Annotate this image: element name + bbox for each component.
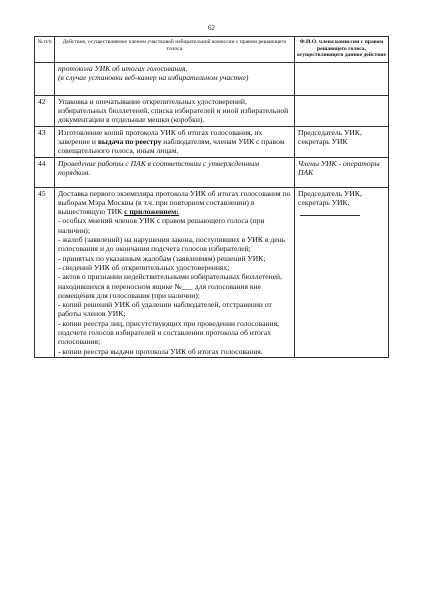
table-row-44 bbox=[35, 157, 389, 187]
attachment-item: - копий решений УИК об удалении наблюдателей, отстранении от работы членов УИК; bbox=[58, 300, 272, 319]
action-intro: Доставка первого экземпляра протокола УИК об итогах голосования по выборам Мэра Москвы (в т.ч. при повторном составлении) в вышестоящую ТИК bbox=[58, 188, 291, 217]
row-member: Председатель УИК, секретарь УИК bbox=[295, 126, 389, 157]
table-row-43 bbox=[35, 126, 389, 157]
table-row-continuation bbox=[35, 62, 389, 95]
attachment-item: - актов о признании недействительными избирательных бюллетеней, находившихся в переносном ящике №___ для голосования вне помещения для голосования (при наличии); bbox=[58, 272, 283, 300]
row-member: Члены УИК - операторы ПАК bbox=[295, 157, 389, 187]
action-line: протокола УИК об итогах голосования. bbox=[58, 63, 188, 73]
action-line: (в случае установки веб-камер на избирательном участке) bbox=[58, 73, 249, 83]
action-text: Изготовление копий протокола УИК об итогах голосования, их заверение и bbox=[58, 127, 263, 146]
blank-signature-line bbox=[300, 207, 360, 216]
row-number: 42 bbox=[35, 95, 55, 126]
table-header-row bbox=[35, 37, 389, 63]
attachments-heading: с приложением: bbox=[124, 207, 179, 217]
attachment-item: - сведений УИК об открепительных удостоверениях; bbox=[58, 262, 230, 272]
table-row-42 bbox=[35, 95, 389, 126]
row-action bbox=[55, 62, 295, 95]
header-action: Действие, осуществляемое членом участковой избирательной комиссии с правом решающего голоса bbox=[55, 37, 295, 63]
attachment-item: - особых мнений членов УИК с правом решающего голоса (при наличии); bbox=[58, 216, 265, 235]
row-action: Проведение работы с ПАК в соответствии с утвержденным порядком. bbox=[55, 157, 295, 187]
attachment-item: - копии реестра лиц, присутствующих при проведении голосования, подсчете голосов избирателей и составлении протокола об итогах голосования; bbox=[58, 318, 279, 347]
row-number: 44 bbox=[35, 157, 55, 187]
row-member bbox=[295, 62, 389, 95]
attachment-item: - копии реестра выдачи протокола УИК об итогах голосования. bbox=[58, 346, 263, 356]
action-text: наблюдателям, членам УИК с правом совещательного голоса, иным лицам. bbox=[58, 136, 285, 156]
row-member bbox=[295, 95, 389, 126]
row-action bbox=[55, 126, 295, 157]
attachment-item: - жалоб (заявлений) на нарушения закона, поступивших в УИК в день голосования и до окончания подсчета голосов избирателей; bbox=[58, 235, 286, 254]
row-number: 43 bbox=[35, 126, 55, 157]
page-number: 62 bbox=[208, 24, 215, 32]
row-member bbox=[295, 187, 389, 357]
row-number bbox=[35, 62, 55, 95]
row-action: Упаковка и опечатывание открепительных удостоверений, избирательных бюллетеней, списка избирателей и иной избирательной документации в отдельные мешки (коробки). bbox=[55, 95, 295, 126]
table-row-45 bbox=[35, 187, 389, 357]
action-emphasis: выдача по реестру bbox=[97, 136, 162, 146]
header-member-name: Ф.И.О. члена комиссии с правом решающего голоса, осуществляющего данное действие bbox=[295, 37, 389, 63]
row-number: 45 bbox=[35, 187, 55, 357]
procedure-table bbox=[34, 36, 389, 358]
attachment-item: - принятых по указанным жалобам (заявлениям) решений УИК; bbox=[58, 253, 266, 263]
header-number: № п/п bbox=[35, 37, 55, 63]
row-action bbox=[55, 187, 295, 357]
member-names: Председатель УИК, секретарь УИК, bbox=[298, 188, 362, 207]
